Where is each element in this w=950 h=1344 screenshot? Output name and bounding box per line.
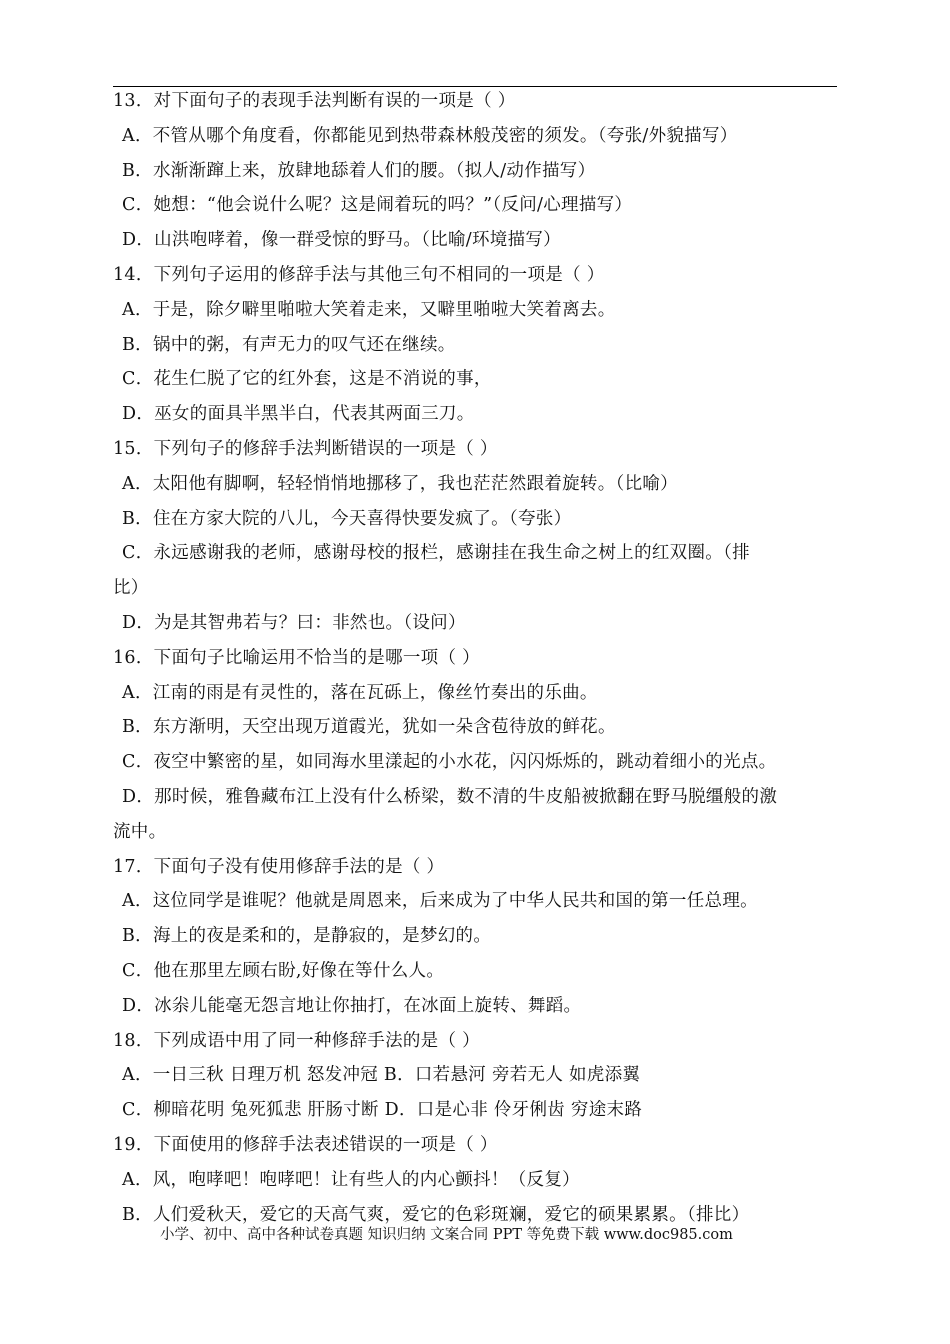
question-16-option-c: C．夜空中繁密的星，如同海水里漾起的小水花，闪闪烁烁的，跳动着细小的光点。 — [122, 752, 777, 773]
question-16-option-d: D．那时候，雅鲁藏布江上没有什么桥梁，数不清的牛皮船被掀翻在野马脱缰般的激 — [122, 786, 778, 807]
question-list — [113, 84, 837, 1232]
question-13-option-d: D．山洪咆哮着，像一群受惊的野马。（比喻/环境描写） — [122, 230, 561, 251]
question-15-option-c-continued: 比） — [113, 578, 149, 599]
question-13-option-a: A．不管从哪个角度看，你都能见到热带森林般茂密的须发。（夸张/外貌描写） — [122, 125, 738, 146]
question-15-option-a: A．太阳他有脚啊，轻轻悄悄地挪移了，我也茫茫然跟着旋转。（比喻） — [122, 473, 678, 494]
question-17-option-b: B．海上的夜是柔和的，是静寂的，是梦幻的。 — [122, 926, 492, 947]
question-19-option-a: A．风，咆哮吧！咆哮吧！让有些人的内心颤抖！（反复） — [122, 1169, 580, 1190]
question-15-option-b: B．住在方家大院的八儿，今天喜得快要发疯了。（夸张） — [122, 508, 572, 529]
question-16-stem: 16．下面句子比喻运用不恰当的是哪一项（ ） — [113, 647, 480, 668]
question-17-option-d: D．冰尜儿能毫无怨言地让你抽打，在冰面上旋转、舞蹈。 — [122, 995, 582, 1016]
question-17-option-c: C．他在那里左顾右盼,好像在等什么人。 — [122, 960, 445, 981]
question-14-stem: 14．下列句子运用的修辞手法与其他三句不相同的一项是（ ） — [113, 264, 605, 285]
question-17-stem: 17．下面句子没有使用修辞手法的是（ ） — [113, 856, 445, 877]
page-footer: 小学、初中、高中各种试卷真题 知识归纳 文案合同 PPT 等免费下载 www.doc985.com — [160, 1227, 733, 1243]
question-18-options-c-d: C．柳暗花明 兔死狐悲 肝肠寸断 D．口是心非 伶牙俐齿 穷途末路 — [122, 1100, 643, 1121]
question-19-option-b: B．人们爱秋天，爱它的天高气爽，爱它的色彩斑斓，爱它的硕果累累。（排比） — [122, 1204, 750, 1225]
question-17-option-a: A．这位同学是谁呢？他就是周恩来，后来成为了中华人民共和国的第一任总理。 — [122, 891, 758, 912]
question-14-option-a: A．于是，除夕噼里啪啦大笑着走来，又噼里啪啦大笑着离去。 — [122, 299, 616, 320]
question-14-option-c: C．花生仁脱了它的红外套，这是不消说的事， — [122, 369, 492, 390]
question-13-option-c: C．她想：“他会说什么呢？这是闹着玩的吗？”（反问/心理描写） — [122, 195, 633, 216]
question-19-stem: 19．下面使用的修辞手法表述错误的一项是（ ） — [113, 1134, 498, 1155]
question-16-option-a: A．江南的雨是有灵性的，落在瓦砾上，像丝竹奏出的乐曲。 — [122, 682, 598, 703]
question-13-stem: 13．对下面句子的表现手法判断有误的一项是（ ） — [113, 91, 516, 111]
question-15-option-c: C．永远感谢我的老师，感谢母校的报栏，感谢挂在我生命之树上的红双圈。（排 — [122, 543, 750, 564]
question-14-option-b: B．锅中的粥，有声无力的叹气还在继续。 — [122, 334, 456, 355]
question-14-option-d: D．巫女的面具半黑半白，代表其两面三刀。 — [122, 404, 475, 425]
question-16-option-d-continued: 流中。 — [113, 821, 167, 842]
question-13-option-b: B．水渐渐蹿上来，放肆地舔着人们的腰。（拟人/动作描写） — [122, 160, 596, 181]
question-15-option-d: D．为是其智弗若与？曰：非然也。（设问） — [122, 612, 466, 633]
question-18-options-a-b: A．一日三秋 日理万机 怒发冲冠 B．口若悬河 旁若无人 如虎添翼 — [122, 1065, 641, 1086]
question-18-stem: 18．下列成语中用了同一种修辞手法的是（ ） — [113, 1030, 480, 1051]
question-15-stem: 15．下列句子的修辞手法判断错误的一项是（ ） — [113, 438, 498, 459]
question-16-option-b: B．东方渐明，天空出现万道霞光，犹如一朵含苞待放的鲜花。 — [122, 717, 616, 738]
